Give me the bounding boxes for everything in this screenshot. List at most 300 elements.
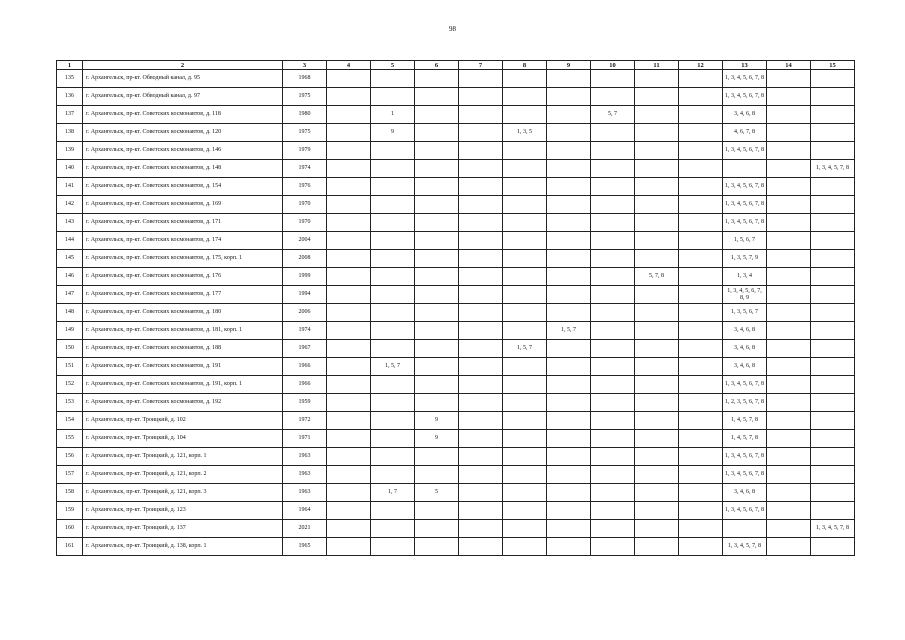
table-cell: 1, 3, 4, 5, 7, 8 <box>811 520 855 538</box>
table-cell <box>415 160 459 178</box>
table-cell <box>327 286 371 304</box>
table-cell <box>811 142 855 160</box>
table-row <box>57 466 855 484</box>
table-cell <box>591 322 635 340</box>
table-cell <box>679 466 723 484</box>
table-cell <box>811 268 855 286</box>
table-cell <box>679 88 723 106</box>
table-cell <box>591 304 635 322</box>
row-number-cell: 153 <box>57 394 83 412</box>
year-cell: 1968 <box>283 70 327 88</box>
year-cell: 1979 <box>283 142 327 160</box>
table-cell <box>415 394 459 412</box>
table-cell <box>371 538 415 556</box>
table-row <box>57 160 855 178</box>
table-cell <box>635 196 679 214</box>
address-cell: г. Архангельск, пр-кт. Троицкий, д. 121, корп. 3 <box>83 484 283 502</box>
table-cell: 1, 2, 3, 5, 6, 7, 8 <box>723 394 767 412</box>
table-cell <box>635 178 679 196</box>
table-cell <box>459 304 503 322</box>
table-cell <box>811 106 855 124</box>
table-cell <box>327 394 371 412</box>
table-cell <box>679 394 723 412</box>
table-cell: 3, 4, 6, 8 <box>723 106 767 124</box>
year-cell: 2021 <box>283 520 327 538</box>
year-cell: 1994 <box>283 286 327 304</box>
year-cell: 1999 <box>283 268 327 286</box>
year-cell: 1963 <box>283 484 327 502</box>
table-cell <box>767 70 811 88</box>
table-cell <box>811 286 855 304</box>
table-row <box>57 538 855 556</box>
table-cell <box>327 502 371 520</box>
table-cell <box>591 340 635 358</box>
table-cell <box>679 538 723 556</box>
table-cell: 1 <box>371 106 415 124</box>
table-cell <box>679 430 723 448</box>
table-cell <box>327 376 371 394</box>
table-cell <box>371 322 415 340</box>
row-number-cell: 152 <box>57 376 83 394</box>
table-cell <box>459 502 503 520</box>
table-cell <box>547 178 591 196</box>
table-cell <box>327 322 371 340</box>
table-cell: 1, 5, 7 <box>371 358 415 376</box>
table-cell <box>811 340 855 358</box>
table-cell <box>459 484 503 502</box>
table-cell <box>503 430 547 448</box>
table-row <box>57 268 855 286</box>
table-cell <box>459 124 503 142</box>
table-cell <box>503 466 547 484</box>
table-cell <box>635 448 679 466</box>
table-cell: 1, 3, 4 <box>723 268 767 286</box>
table-cell <box>811 322 855 340</box>
year-cell: 1972 <box>283 412 327 430</box>
year-cell: 1970 <box>283 196 327 214</box>
table-row <box>57 142 855 160</box>
table-cell <box>679 520 723 538</box>
table-cell: 1, 3, 5 <box>503 124 547 142</box>
table-cell <box>767 196 811 214</box>
row-number-cell: 160 <box>57 520 83 538</box>
table-cell <box>767 430 811 448</box>
table-cell <box>811 466 855 484</box>
table-cell <box>415 304 459 322</box>
table-cell <box>415 124 459 142</box>
table-cell <box>767 520 811 538</box>
table-row <box>57 412 855 430</box>
table-cell <box>371 412 415 430</box>
table-cell <box>811 70 855 88</box>
table-cell <box>459 178 503 196</box>
table-cell <box>503 88 547 106</box>
table-cell <box>459 214 503 232</box>
table-cell <box>503 142 547 160</box>
table-row <box>57 502 855 520</box>
table-cell <box>679 106 723 124</box>
table-cell <box>635 394 679 412</box>
address-cell: г. Архангельск, пр-кт. Советских космонавтов, д. 146 <box>83 142 283 160</box>
table-cell <box>679 412 723 430</box>
table-cell <box>591 124 635 142</box>
row-number-cell: 155 <box>57 430 83 448</box>
table-cell <box>679 250 723 268</box>
table-cell <box>591 502 635 520</box>
table-cell: 1, 3, 5, 7, 9 <box>723 250 767 268</box>
table-cell <box>547 376 591 394</box>
table-cell <box>635 340 679 358</box>
table-cell <box>591 430 635 448</box>
table-cell: 4, 6, 7, 8 <box>723 124 767 142</box>
table-cell <box>371 196 415 214</box>
address-cell: г. Архангельск, пр-кт. Советских космонавтов, д. 118 <box>83 106 283 124</box>
table-cell: 3, 4, 6, 8 <box>723 484 767 502</box>
table-cell: 9 <box>415 412 459 430</box>
table-cell <box>635 70 679 88</box>
table-cell <box>811 538 855 556</box>
table-cell <box>635 88 679 106</box>
table-cell <box>503 448 547 466</box>
table-cell <box>327 340 371 358</box>
table-cell <box>591 214 635 232</box>
table-cell <box>591 160 635 178</box>
table-cell <box>547 286 591 304</box>
table-cell <box>547 160 591 178</box>
table-cell <box>679 502 723 520</box>
table-cell <box>327 106 371 124</box>
table-cell <box>547 448 591 466</box>
table-cell <box>767 466 811 484</box>
address-cell: г. Архангельск, пр-кт. Советских космонавтов, д. 180 <box>83 304 283 322</box>
table-cell <box>415 502 459 520</box>
table-cell <box>327 412 371 430</box>
table-cell <box>503 286 547 304</box>
table-cell <box>635 160 679 178</box>
table-cell <box>415 448 459 466</box>
row-number-cell: 158 <box>57 484 83 502</box>
table-cell <box>591 412 635 430</box>
row-number-cell: 135 <box>57 70 83 88</box>
column-header: 7 <box>459 61 503 70</box>
table-cell <box>327 178 371 196</box>
table-cell <box>591 196 635 214</box>
column-header: 1 <box>57 61 83 70</box>
column-header: 8 <box>503 61 547 70</box>
table-cell <box>459 232 503 250</box>
table-row <box>57 70 855 88</box>
table-row <box>57 178 855 196</box>
table-cell <box>679 484 723 502</box>
year-cell: 1959 <box>283 394 327 412</box>
table-cell <box>767 538 811 556</box>
row-number-cell: 146 <box>57 268 83 286</box>
table-cell <box>767 394 811 412</box>
table-row <box>57 376 855 394</box>
table-cell <box>767 250 811 268</box>
address-cell: г. Архангельск, пр-кт. Советских космонавтов, д. 188 <box>83 340 283 358</box>
column-header: 6 <box>415 61 459 70</box>
table-cell <box>547 214 591 232</box>
table-cell <box>459 466 503 484</box>
table-cell: 1, 3, 5, 6, 7 <box>723 304 767 322</box>
table-cell <box>811 358 855 376</box>
table-cell <box>635 250 679 268</box>
address-cell: г. Архангельск, пр-кт. Советских космонавтов, д. 154 <box>83 178 283 196</box>
table-cell <box>679 304 723 322</box>
row-number-cell: 148 <box>57 304 83 322</box>
year-cell: 1975 <box>283 88 327 106</box>
table-cell <box>327 484 371 502</box>
table-row <box>57 196 855 214</box>
table-cell <box>459 250 503 268</box>
table-cell <box>591 484 635 502</box>
table-cell <box>591 178 635 196</box>
table-cell <box>459 322 503 340</box>
table-cell <box>591 268 635 286</box>
table-cell: 1, 3, 4, 5, 6, 7, 8 <box>723 70 767 88</box>
table-cell <box>679 178 723 196</box>
row-number-cell: 139 <box>57 142 83 160</box>
table-cell <box>371 502 415 520</box>
table-cell <box>635 232 679 250</box>
table-cell: 1, 3, 4, 5, 7, 8 <box>811 160 855 178</box>
address-cell: г. Архангельск, пр-кт. Советских космонавтов, д. 192 <box>83 394 283 412</box>
column-header: 13 <box>723 61 767 70</box>
year-cell: 1976 <box>283 178 327 196</box>
table-cell <box>635 322 679 340</box>
table-cell: 9 <box>415 430 459 448</box>
table-cell <box>459 160 503 178</box>
table-cell <box>767 484 811 502</box>
address-cell: г. Архангельск, пр-кт. Троицкий, д. 121, корп. 2 <box>83 466 283 484</box>
table-cell: 5, 7, 8 <box>635 268 679 286</box>
row-number-cell: 142 <box>57 196 83 214</box>
table-cell <box>767 412 811 430</box>
table-cell: 3, 4, 6, 8 <box>723 340 767 358</box>
table-cell <box>635 214 679 232</box>
year-cell: 1967 <box>283 340 327 358</box>
address-cell: г. Архангельск, пр-кт. Советских космонавтов, д. 171 <box>83 214 283 232</box>
table-cell <box>459 106 503 124</box>
table-cell: 1, 5, 7 <box>547 322 591 340</box>
table-cell <box>811 124 855 142</box>
table-cell <box>811 448 855 466</box>
address-cell: г. Архангельск, пр-кт. Троицкий, д. 123 <box>83 502 283 520</box>
table-cell <box>547 304 591 322</box>
table-cell <box>635 358 679 376</box>
table-cell <box>679 232 723 250</box>
table-cell <box>415 268 459 286</box>
table-cell <box>591 394 635 412</box>
table-row <box>57 88 855 106</box>
address-cell: г. Архангельск, пр-кт. Троицкий, д. 138, корп. 1 <box>83 538 283 556</box>
table-cell <box>591 520 635 538</box>
address-cell: г. Архангельск, пр-кт. Троицкий, д. 121, корп. 1 <box>83 448 283 466</box>
address-cell: г. Архангельск, пр-кт. Троицкий, д. 104 <box>83 430 283 448</box>
table-cell <box>371 232 415 250</box>
table-cell <box>547 430 591 448</box>
table-cell <box>459 358 503 376</box>
table-cell <box>811 196 855 214</box>
table-cell <box>459 142 503 160</box>
year-cell: 1975 <box>283 124 327 142</box>
row-number-cell: 151 <box>57 358 83 376</box>
year-cell: 1974 <box>283 322 327 340</box>
row-number-cell: 156 <box>57 448 83 466</box>
table-cell: 1, 4, 5, 7, 8 <box>723 430 767 448</box>
table-cell: 1, 3, 4, 5, 6, 7, 8 <box>723 502 767 520</box>
table-body <box>57 70 855 556</box>
table-cell <box>767 448 811 466</box>
table-cell <box>415 232 459 250</box>
column-header: 12 <box>679 61 723 70</box>
table-row <box>57 358 855 376</box>
table-cell <box>415 196 459 214</box>
table-cell <box>459 70 503 88</box>
row-number-cell: 140 <box>57 160 83 178</box>
table-cell <box>503 538 547 556</box>
table-cell <box>635 106 679 124</box>
table-cell <box>635 466 679 484</box>
table-cell <box>591 142 635 160</box>
column-header: 10 <box>591 61 635 70</box>
table-cell <box>723 160 767 178</box>
table-cell: 1, 3, 4, 5, 6, 7, 8 <box>723 196 767 214</box>
table-cell <box>635 430 679 448</box>
table-cell <box>767 376 811 394</box>
table-cell <box>547 538 591 556</box>
table-cell <box>767 88 811 106</box>
table-cell <box>503 232 547 250</box>
table-cell <box>811 394 855 412</box>
table-cell: 1, 3, 4, 5, 6, 7, 8 <box>723 214 767 232</box>
table-cell <box>679 358 723 376</box>
table-cell <box>503 196 547 214</box>
table-cell <box>767 232 811 250</box>
table-cell <box>371 466 415 484</box>
table-cell <box>547 232 591 250</box>
table-cell <box>635 124 679 142</box>
table-cell <box>591 448 635 466</box>
year-cell: 1963 <box>283 466 327 484</box>
column-header: 5 <box>371 61 415 70</box>
table-cell <box>371 268 415 286</box>
table-cell <box>371 448 415 466</box>
table-cell <box>503 250 547 268</box>
row-number-cell: 141 <box>57 178 83 196</box>
table-cell <box>591 70 635 88</box>
address-cell: г. Архангельск, пр-кт. Советских космонавтов, д. 148 <box>83 160 283 178</box>
table-cell <box>591 358 635 376</box>
column-header: 9 <box>547 61 591 70</box>
table-cell: 3, 4, 6, 8 <box>723 322 767 340</box>
year-cell: 2008 <box>283 250 327 268</box>
table-cell <box>415 322 459 340</box>
table-cell <box>679 322 723 340</box>
table-cell <box>811 430 855 448</box>
table-cell: 9 <box>371 124 415 142</box>
table-cell <box>371 376 415 394</box>
table-cell <box>327 304 371 322</box>
table-cell <box>503 394 547 412</box>
table-cell <box>679 268 723 286</box>
table-cell <box>547 70 591 88</box>
table-cell <box>327 466 371 484</box>
table-cell <box>327 232 371 250</box>
table-cell <box>327 196 371 214</box>
table-cell <box>811 376 855 394</box>
table-cell <box>767 178 811 196</box>
address-cell: г. Архангельск, пр-кт. Советских космонавтов, д. 181, корп. 1 <box>83 322 283 340</box>
row-number-cell: 137 <box>57 106 83 124</box>
table-cell <box>547 502 591 520</box>
page-number: 98 <box>449 25 456 33</box>
table-cell <box>327 520 371 538</box>
table-cell <box>327 124 371 142</box>
table-cell <box>591 232 635 250</box>
table-cell <box>591 538 635 556</box>
table-cell <box>327 142 371 160</box>
row-number-cell: 136 <box>57 88 83 106</box>
year-cell: 1963 <box>283 448 327 466</box>
table-cell <box>327 88 371 106</box>
table-cell <box>635 304 679 322</box>
row-number-cell: 157 <box>57 466 83 484</box>
row-number-cell: 144 <box>57 232 83 250</box>
table-cell <box>459 448 503 466</box>
table-cell <box>371 430 415 448</box>
table-row <box>57 232 855 250</box>
table-cell <box>635 502 679 520</box>
table-cell <box>503 304 547 322</box>
column-header: 2 <box>83 61 283 70</box>
table-cell <box>679 340 723 358</box>
table-cell <box>459 394 503 412</box>
table-cell <box>327 448 371 466</box>
table-cell <box>459 88 503 106</box>
table-cell <box>459 412 503 430</box>
table-cell <box>635 520 679 538</box>
table-cell <box>767 124 811 142</box>
table-cell <box>371 214 415 232</box>
table-row <box>57 340 855 358</box>
table-cell <box>503 484 547 502</box>
table-cell <box>415 106 459 124</box>
table-cell <box>327 160 371 178</box>
table-cell <box>767 304 811 322</box>
column-header: 3 <box>283 61 327 70</box>
table-cell: 1, 7 <box>371 484 415 502</box>
address-cell: г. Архангельск, пр-кт. Советских космонавтов, д. 191, корп. 1 <box>83 376 283 394</box>
table-cell: 1, 5, 6, 7 <box>723 232 767 250</box>
address-cell: г. Архангельск, пр-кт. Советских космонавтов, д. 175, корп. 1 <box>83 250 283 268</box>
table-cell <box>635 484 679 502</box>
table-header-row <box>57 61 855 70</box>
table-cell <box>811 232 855 250</box>
column-header: 14 <box>767 61 811 70</box>
table-cell <box>767 340 811 358</box>
table-cell <box>459 340 503 358</box>
table-cell <box>547 88 591 106</box>
table-cell <box>591 376 635 394</box>
table-row <box>57 322 855 340</box>
table-cell <box>415 286 459 304</box>
table-cell <box>547 520 591 538</box>
row-number-cell: 154 <box>57 412 83 430</box>
table-cell <box>635 142 679 160</box>
table-cell <box>679 70 723 88</box>
